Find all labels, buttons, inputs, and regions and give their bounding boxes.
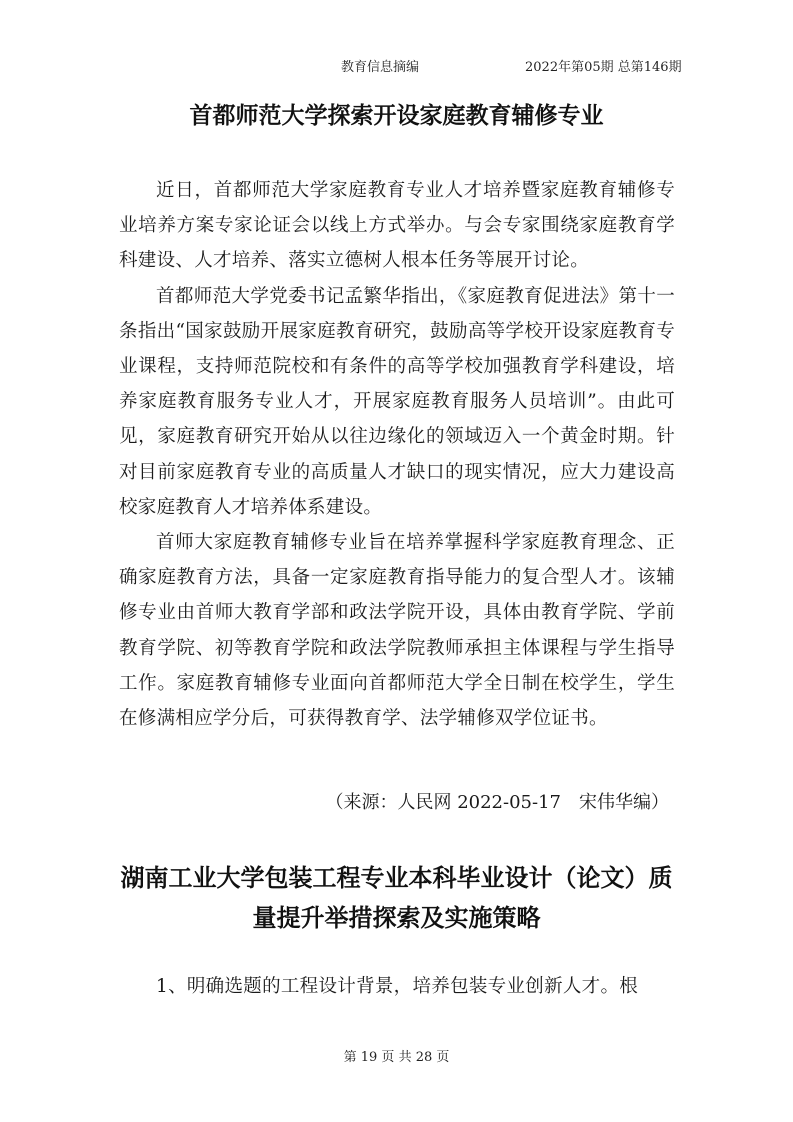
- paragraph: 近日，首都师范大学家庭教育专业人才培养暨家庭教育辅修专业培养方案专家论证会以线上方式举办。与会专家围绕家庭教育学科建设、人才培养、落实立德树人根本任务等展开讨论。: [119, 180, 675, 272]
- running-header: [0, 56, 793, 76]
- issue-number: 2022年第05期 总第146期: [525, 60, 682, 75]
- paragraph: 1、明确选题的工程设计背景，培养包装专业创新人才。根: [156, 976, 639, 997]
- second-article-body: [119, 969, 675, 1004]
- paragraph: 首师大家庭教育辅修专业旨在培养掌握科学家庭教育理念、正确家庭教育方法，具备一定家庭教育指导能力的复合型人才。该辅修专业由首师大教育学部和政法学院开设，具体由教育学院、学前教育学院、初等教育学院和政法学院教师承担主体课程与学生指导工作。家庭教育辅修专业面向首都师范大学全日制在校学生，学生在修满相应学分后，可获得教育学、法学辅修双学位证书。: [119, 532, 675, 730]
- journal-name: 教育信息摘编: [341, 60, 420, 75]
- article-title: 首都师范大学探索开设家庭教育辅修专业: [189, 103, 604, 129]
- title-line: 量提升举措探索及实施策略: [252, 904, 541, 932]
- page-number: 第 19 页 共 28 页: [343, 1050, 450, 1065]
- title-line: 湖南工业大学包装工程专业本科毕业设计（论文）质: [120, 864, 673, 892]
- article-source: （来源：人民网 2022-05-17 宋伟华编）: [325, 792, 669, 813]
- second-article-title: [0, 858, 793, 938]
- paragraph: 首都师范大学党委书记孟繁华指出，《家庭教育促进法》第十一条指出“国家鼓励开展家庭教育研究，鼓励高等学校开设家庭教育专业课程，支持师范院校和有条件的高等学校加强教育学科建设，培养家庭教育服务专业人才，开展家庭教育服务人员培训”。由此可见，家庭教育研究开始从以往边缘化的领域迈入一个黄金时期。针对目前家庭教育专业的高质量人才缺口的现实情况，应大力建设高校家庭教育人才培养体系建设。: [119, 285, 675, 518]
- article-body: [119, 173, 675, 736]
